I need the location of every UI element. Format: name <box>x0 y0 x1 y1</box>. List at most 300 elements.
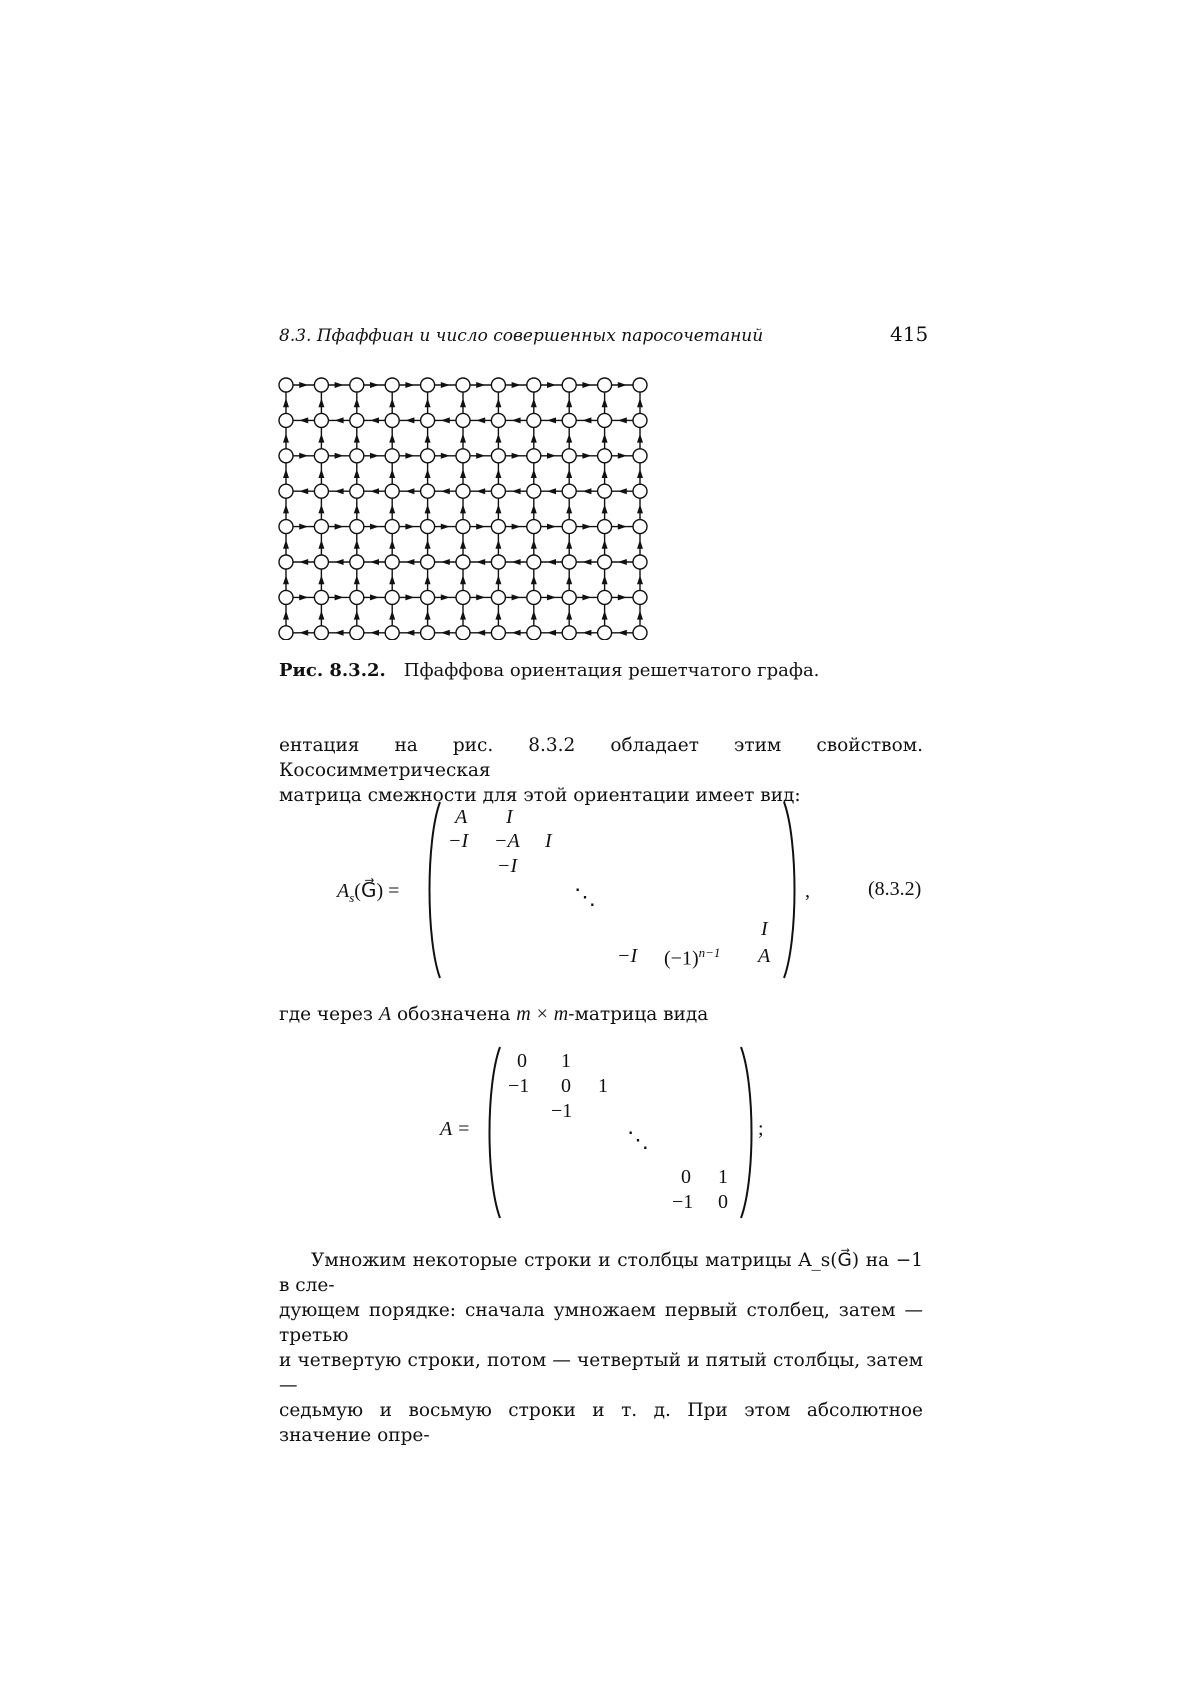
edge-arrow <box>299 417 308 423</box>
graph-node <box>633 626 647 640</box>
graph-node <box>314 413 328 427</box>
edge-arrow <box>425 504 431 513</box>
eq1-cell: −I <box>448 830 469 852</box>
graph-node <box>421 449 435 463</box>
eq1-cell-exponent: n−1 <box>698 945 721 960</box>
edge-arrow <box>354 540 360 549</box>
graph-node <box>527 555 541 569</box>
edge-arrow <box>460 540 466 549</box>
graph-node <box>527 590 541 604</box>
edge-arrow <box>512 559 521 565</box>
graph-node <box>456 555 470 569</box>
graph-node <box>279 555 293 569</box>
graph-node <box>527 520 541 534</box>
graph-node <box>491 484 505 498</box>
graph-node <box>279 378 293 392</box>
graph-node <box>350 484 364 498</box>
edge-arrow <box>495 540 501 549</box>
graph-node <box>385 413 399 427</box>
edge-arrow <box>495 434 501 443</box>
paragraph-1-line-2: матрица смежности для этой ориентации имеет вид: <box>279 785 801 806</box>
edge-arrow <box>299 453 308 459</box>
edge-arrow <box>582 559 591 565</box>
eq2-cell: −1 <box>551 1100 573 1122</box>
edge-arrow <box>389 398 395 407</box>
graph-node <box>421 378 435 392</box>
graph-node <box>314 449 328 463</box>
eq2-cell: 1 <box>718 1166 728 1188</box>
edge-arrow <box>637 469 643 478</box>
grid-graph-figure <box>270 370 650 640</box>
edge-arrow <box>547 559 556 565</box>
edge-arrow <box>370 453 379 459</box>
edge-arrow <box>512 453 521 459</box>
eq2-cell: −1 <box>672 1191 694 1213</box>
graph-node <box>421 626 435 640</box>
eq2-lhs: A = <box>440 1118 471 1140</box>
p2-var: A <box>378 1003 392 1025</box>
left-paren-eq1 <box>422 800 444 980</box>
edge-arrow <box>476 594 485 600</box>
edge-arrow <box>566 434 572 443</box>
graph-node <box>385 626 399 640</box>
edge-arrow <box>370 594 379 600</box>
graph-node <box>456 626 470 640</box>
eq2-cell: 0 <box>681 1166 691 1188</box>
edge-arrow <box>335 559 344 565</box>
equation-label: (8.3.2) <box>868 878 922 900</box>
graph-node <box>491 590 505 604</box>
graph-node <box>314 626 328 640</box>
edge-arrow <box>318 540 324 549</box>
edge-arrow <box>566 575 572 584</box>
edge-arrow <box>318 469 324 478</box>
graph-node <box>527 413 541 427</box>
eq2-cell: 0 <box>517 1050 527 1072</box>
edge-arrow <box>425 540 431 549</box>
edge-arrow <box>582 594 591 600</box>
graph-node <box>491 626 505 640</box>
paragraph-3 <box>279 1248 923 1448</box>
graph-node <box>314 590 328 604</box>
edge-arrow <box>441 630 450 636</box>
graph-node <box>527 484 541 498</box>
graph-node <box>350 590 364 604</box>
graph-node <box>385 590 399 604</box>
edge-arrow <box>476 417 485 423</box>
eq2-cell: −1 <box>508 1075 530 1097</box>
edge-arrow <box>425 611 431 620</box>
edge-arrow <box>335 417 344 423</box>
eq1-cell: A <box>758 945 771 967</box>
graph-node <box>491 449 505 463</box>
edge-arrow <box>389 540 395 549</box>
eq2-cell: 0 <box>718 1191 728 1213</box>
graph-node <box>598 626 612 640</box>
eq2-cell: 1 <box>561 1050 571 1072</box>
edge-arrow <box>602 398 608 407</box>
edge-arrow <box>618 453 627 459</box>
edge-arrow <box>318 575 324 584</box>
eq1-trailing-comma: , <box>805 880 810 902</box>
edge-arrow <box>582 630 591 636</box>
edge-arrow <box>354 469 360 478</box>
edge-arrow <box>389 434 395 443</box>
edge-arrow <box>354 575 360 584</box>
edge-arrow <box>547 417 556 423</box>
edge-arrow <box>460 575 466 584</box>
graph-node <box>456 378 470 392</box>
graph-node <box>350 520 364 534</box>
edge-arrow <box>637 398 643 407</box>
graph-node <box>562 378 576 392</box>
graph-node <box>562 520 576 534</box>
edge-arrow <box>405 594 414 600</box>
edge-arrow <box>495 575 501 584</box>
edge-arrow <box>425 575 431 584</box>
graph-node <box>527 626 541 640</box>
eq1-cell: I <box>545 830 552 852</box>
edge-arrow <box>370 559 379 565</box>
graph-node <box>314 520 328 534</box>
edge-arrow <box>602 469 608 478</box>
edge-arrow <box>618 559 627 565</box>
edge-arrow <box>547 630 556 636</box>
edge-arrow <box>602 575 608 584</box>
graph-node <box>456 520 470 534</box>
edge-arrow <box>405 630 414 636</box>
edge-arrow <box>405 488 414 494</box>
edge-arrow <box>441 382 450 388</box>
edge-arrow <box>531 575 537 584</box>
graph-node <box>350 449 364 463</box>
edge-arrow <box>441 417 450 423</box>
graph-node <box>385 555 399 569</box>
graph-node <box>598 555 612 569</box>
graph-node <box>350 413 364 427</box>
edge-arrow <box>512 417 521 423</box>
edge-arrow <box>566 611 572 620</box>
edge-arrow <box>531 540 537 549</box>
edge-arrow <box>637 540 643 549</box>
edge-arrow <box>354 504 360 513</box>
graph-node <box>562 484 576 498</box>
p2-text: где через <box>279 1004 373 1025</box>
edge-arrow <box>335 453 344 459</box>
eq1-dots: ⋱ <box>574 884 596 909</box>
edge-arrow <box>495 504 501 513</box>
edge-arrow <box>460 398 466 407</box>
edge-arrow <box>582 488 591 494</box>
edge-arrow <box>335 488 344 494</box>
edge-arrow <box>531 611 537 620</box>
edge-arrow <box>602 611 608 620</box>
graph-node <box>633 520 647 534</box>
eq1-cell: I <box>506 806 513 828</box>
graph-node <box>279 449 293 463</box>
p2-var: m <box>553 1003 569 1025</box>
edge-arrow <box>441 524 450 530</box>
edge-arrow <box>318 434 324 443</box>
edge-arrow <box>476 524 485 530</box>
edge-arrow <box>405 524 414 530</box>
eq1-cell: I <box>761 918 768 940</box>
graph-node <box>527 449 541 463</box>
edge-arrow <box>441 559 450 565</box>
edge-arrow <box>460 611 466 620</box>
edge-arrow <box>637 434 643 443</box>
graph-node <box>491 413 505 427</box>
edge-arrow <box>441 594 450 600</box>
running-title: 8.3. Пфаффиан и число совершенных паросочетаний <box>279 326 764 346</box>
edge-arrow <box>425 398 431 407</box>
eq2-trailing: ; <box>758 1118 764 1140</box>
edge-arrow <box>283 398 289 407</box>
graph-node <box>421 590 435 604</box>
edge-arrow <box>547 382 556 388</box>
edge-arrow <box>389 469 395 478</box>
graph-node <box>456 413 470 427</box>
eq2-cell: 1 <box>598 1075 608 1097</box>
edge-arrow <box>476 630 485 636</box>
edge-arrow <box>354 398 360 407</box>
edge-arrow <box>602 540 608 549</box>
graph-node <box>562 590 576 604</box>
edge-arrow <box>460 504 466 513</box>
edge-arrow <box>370 524 379 530</box>
edge-arrow <box>370 630 379 636</box>
paragraph-1-line-1: ентация на рис. 8.3.2 обладает этим свойством. Кососимметрическая <box>279 735 923 781</box>
edge-arrow <box>476 453 485 459</box>
page-number: 415 <box>890 322 929 346</box>
graph-node <box>633 555 647 569</box>
left-paren-eq2 <box>482 1045 504 1220</box>
graph-node <box>279 413 293 427</box>
edge-arrow <box>354 611 360 620</box>
graph-node <box>456 590 470 604</box>
lhs-subscript: s <box>349 890 355 905</box>
edge-arrow <box>370 488 379 494</box>
edge-arrow <box>531 504 537 513</box>
edge-arrow <box>618 417 627 423</box>
edge-arrow <box>512 382 521 388</box>
edge-arrow <box>637 504 643 513</box>
edge-arrow <box>495 469 501 478</box>
edge-arrow <box>547 524 556 530</box>
eq1-cell: −I <box>497 855 518 877</box>
edge-arrow <box>318 611 324 620</box>
edge-arrow <box>512 488 521 494</box>
edge-arrow <box>389 504 395 513</box>
paragraph-2 <box>279 1002 923 1027</box>
edge-arrow <box>618 382 627 388</box>
edge-arrow <box>582 382 591 388</box>
edge-arrow <box>425 434 431 443</box>
edge-arrow <box>566 469 572 478</box>
graph-node <box>598 520 612 534</box>
edge-arrow <box>299 382 308 388</box>
edge-arrow <box>602 504 608 513</box>
graph-node <box>421 520 435 534</box>
graph-node <box>385 520 399 534</box>
lhs-argument: (G⃗) = <box>354 880 400 902</box>
edge-arrow <box>460 434 466 443</box>
p2-var: m <box>516 1003 531 1025</box>
paragraph-3-line-3: и четвертую строки, потом — четвертый и пятый столбцы, затем — <box>279 1350 923 1396</box>
edge-arrow <box>405 417 414 423</box>
paragraph-3-line-4: седьмую и восьмую строки и т. д. При этом абсолютное значение опре- <box>279 1400 923 1446</box>
graph-node <box>314 555 328 569</box>
graph-node <box>456 484 470 498</box>
graph-node <box>598 378 612 392</box>
eq1-cell-base: (−1) <box>664 947 699 970</box>
graph-node <box>562 555 576 569</box>
eq1-cell: −I <box>617 945 638 967</box>
graph-node <box>421 413 435 427</box>
edge-arrow <box>495 611 501 620</box>
edge-arrow <box>495 398 501 407</box>
eq1-cell: A <box>455 806 468 828</box>
paragraph-3-line-1: Умножим некоторые строки и столбцы матрицы A_s(G⃗) на −1 в сле- <box>279 1250 923 1296</box>
edge-arrow <box>283 611 289 620</box>
graph-node <box>562 449 576 463</box>
edge-arrow <box>637 575 643 584</box>
edge-arrow <box>512 594 521 600</box>
graph-node <box>350 626 364 640</box>
right-paren-eq2 <box>737 1045 759 1220</box>
graph-node <box>633 590 647 604</box>
edge-arrow <box>335 524 344 530</box>
graph-node <box>491 520 505 534</box>
graph-node <box>633 413 647 427</box>
graph-node <box>598 590 612 604</box>
graph-node <box>279 484 293 498</box>
edge-arrow <box>441 488 450 494</box>
eq1-cell: −A <box>494 830 520 852</box>
edge-arrow <box>476 488 485 494</box>
edge-arrow <box>566 504 572 513</box>
edge-arrow <box>547 594 556 600</box>
p2-text: -матрица вида <box>568 1004 709 1025</box>
graph-node <box>279 590 293 604</box>
edge-arrow <box>389 611 395 620</box>
edge-arrow <box>283 434 289 443</box>
edge-arrow <box>283 575 289 584</box>
edge-arrow <box>405 382 414 388</box>
graph-node <box>491 555 505 569</box>
edge-arrow <box>566 540 572 549</box>
edge-arrow <box>582 417 591 423</box>
edge-arrow <box>299 594 308 600</box>
graph-node <box>350 378 364 392</box>
edge-arrow <box>299 488 308 494</box>
figure-caption <box>279 660 819 681</box>
edge-arrow <box>618 488 627 494</box>
graph-node <box>314 484 328 498</box>
eq1-cell <box>664 945 720 971</box>
graph-node <box>598 484 612 498</box>
graph-node <box>562 626 576 640</box>
paragraph-1 <box>279 733 923 808</box>
edge-arrow <box>283 540 289 549</box>
edge-arrow <box>389 575 395 584</box>
graph-node <box>421 555 435 569</box>
edge-arrow <box>335 630 344 636</box>
caption-label: Рис. 8.3.2. <box>279 660 386 681</box>
edge-arrow <box>335 382 344 388</box>
edge-arrow <box>370 382 379 388</box>
edge-arrow <box>354 434 360 443</box>
edge-arrow <box>566 398 572 407</box>
edge-arrow <box>531 434 537 443</box>
graph-node <box>385 484 399 498</box>
graph-node <box>633 484 647 498</box>
edge-arrow <box>425 469 431 478</box>
graph-node <box>527 378 541 392</box>
edge-arrow <box>531 469 537 478</box>
edge-arrow <box>531 398 537 407</box>
edge-arrow <box>512 630 521 636</box>
graph-node <box>598 449 612 463</box>
eq2-cell: 0 <box>561 1075 571 1097</box>
graph-node <box>456 449 470 463</box>
edge-arrow <box>318 504 324 513</box>
edge-arrow <box>299 559 308 565</box>
p2-text: обозначена <box>396 1004 511 1025</box>
edge-arrow <box>283 504 289 513</box>
edge-arrow <box>618 594 627 600</box>
graph-node <box>385 378 399 392</box>
edge-arrow <box>283 469 289 478</box>
right-paren-eq1 <box>780 800 802 980</box>
edge-arrow <box>547 453 556 459</box>
edge-arrow <box>370 417 379 423</box>
graph-node <box>314 378 328 392</box>
edge-arrow <box>637 611 643 620</box>
edge-arrow <box>460 469 466 478</box>
edge-arrow <box>582 453 591 459</box>
graph-node <box>633 449 647 463</box>
eq2-dots: ⋱ <box>627 1127 649 1152</box>
edge-arrow <box>602 434 608 443</box>
caption-text: Пфаффова ориентация решетчатого графа. <box>403 660 820 681</box>
graph-node <box>598 413 612 427</box>
graph-node <box>633 378 647 392</box>
edge-arrow <box>618 630 627 636</box>
p2-times: × <box>536 1003 548 1025</box>
edge-arrow <box>318 398 324 407</box>
paragraph-3-line-2: дующем порядке: сначала умножаем первый столбец, затем — третью <box>279 1300 923 1346</box>
graph-node <box>562 413 576 427</box>
equation-1-lhs <box>337 878 399 906</box>
graph-node <box>279 520 293 534</box>
graph-node <box>491 378 505 392</box>
edge-arrow <box>547 488 556 494</box>
edge-arrow <box>405 559 414 565</box>
graph-node <box>421 484 435 498</box>
edge-arrow <box>441 453 450 459</box>
edge-arrow <box>299 630 308 636</box>
edge-arrow <box>476 382 485 388</box>
edge-arrow <box>476 559 485 565</box>
lhs-symbol: A <box>337 880 350 902</box>
graph-node <box>385 449 399 463</box>
graph-node <box>350 555 364 569</box>
edge-arrow <box>405 453 414 459</box>
edge-arrow <box>618 524 627 530</box>
edge-arrow <box>335 594 344 600</box>
graph-node <box>279 626 293 640</box>
